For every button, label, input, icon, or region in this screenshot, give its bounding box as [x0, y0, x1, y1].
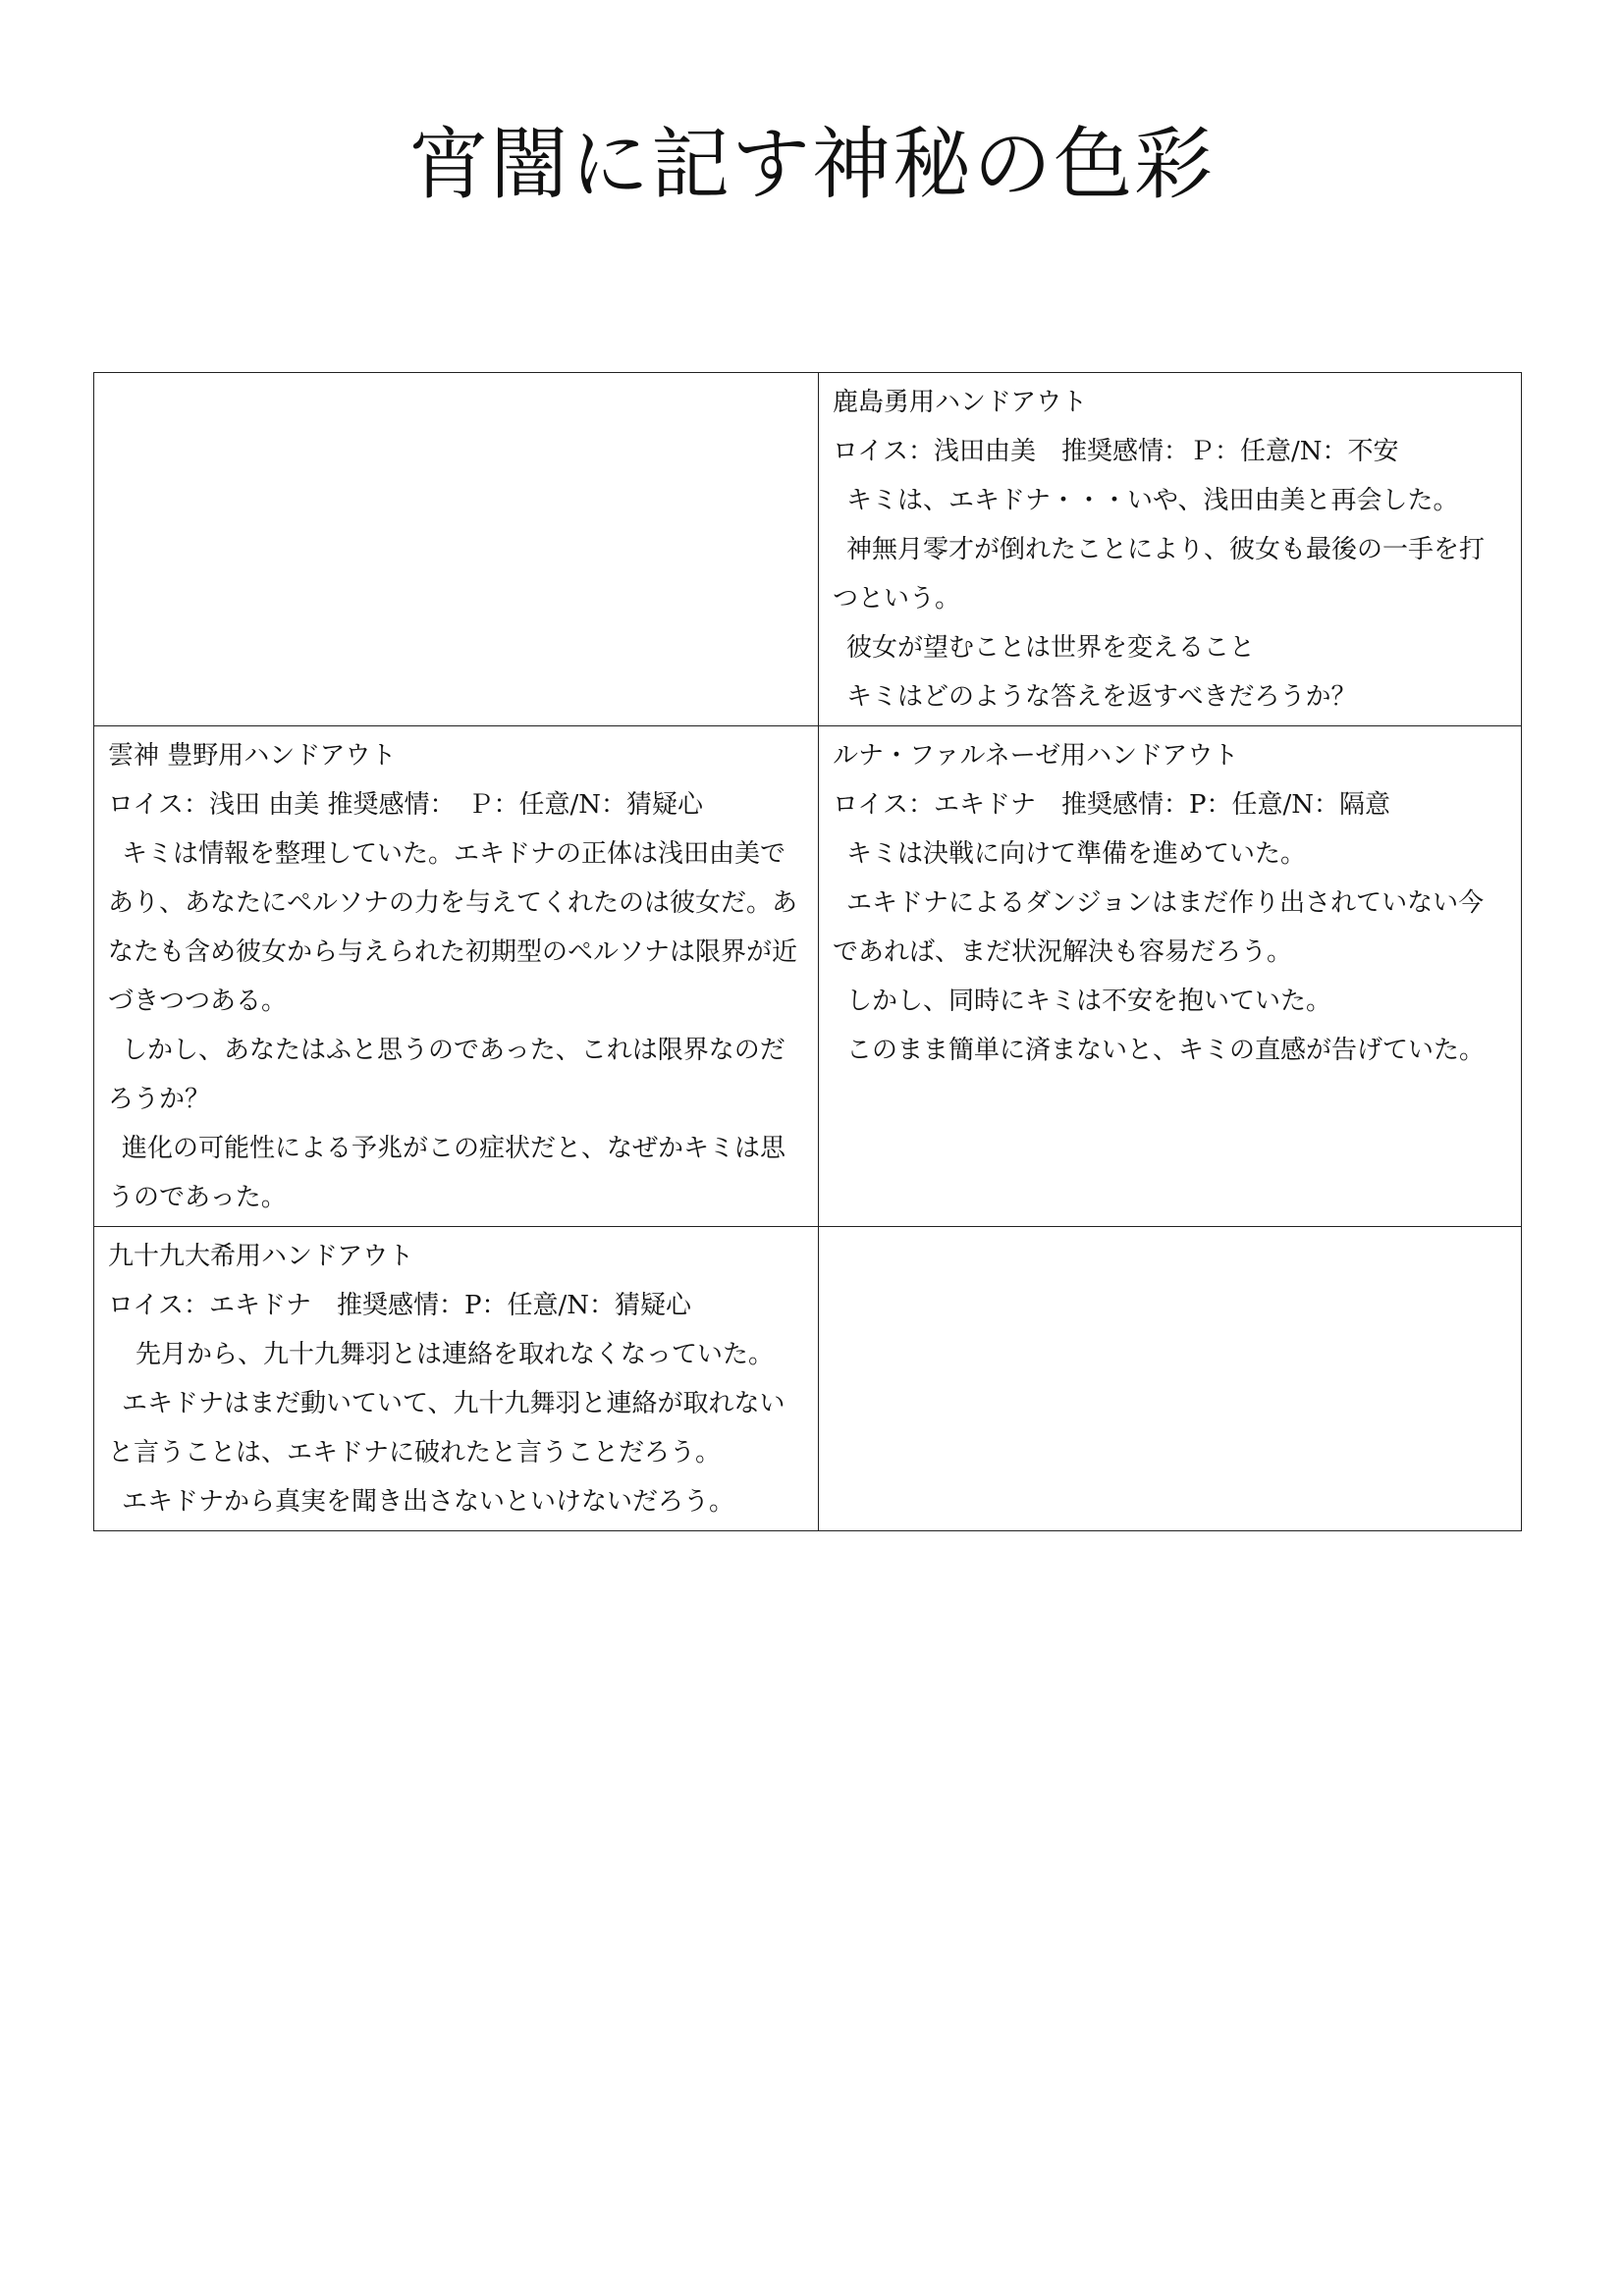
handout-paragraph: 彼女が望むことは世界を変えること [846, 633, 1256, 663]
handout-paragraph: キミは決戦に向けて準備を進めていた。 [846, 839, 1307, 869]
handout-paragraph: エキドナによるダンジョンはまだ作り出されていない今であれば、まだ状況解決も容易だろう。 [833, 888, 1485, 967]
document-title: 宵闇に記す神秘の色彩 [409, 119, 1215, 210]
empty-cell-top-left [94, 373, 819, 726]
handout-kumogami [94, 726, 819, 1227]
handout-heading: 鹿島勇用ハンドアウト [833, 388, 1088, 417]
handout-paragraph: エキドナはまだ動いていて、九十九舞羽と連絡が取れないと言うことは、エキドナに破れたと言うことだろう。 [108, 1389, 785, 1468]
handout-luna [819, 726, 1522, 1227]
handout-table [93, 372, 1522, 1531]
handout-lois: ロイス：エキドナ 推奨感情：P：任意/N：隔意 [833, 790, 1390, 820]
handout-paragraph: 先月から、九十九舞羽とは連絡を取れなくなっていた。 [135, 1340, 775, 1369]
handout-paragraph: キミはどのような答えを返すべきだろうか？ [846, 682, 1357, 712]
handout-heading: 雲神 豊野用ハンドアウト [108, 741, 397, 771]
handout-paragraph: エキドナから真実を聞き出さないといけないだろう。 [122, 1487, 735, 1517]
empty-cell-bottom-right [819, 1227, 1522, 1531]
handout-lois: ロイス：浅田由美 推奨感情：Ｐ：任意/N：不安 [833, 437, 1399, 466]
handout-tsukumo [94, 1227, 819, 1531]
handout-paragraph: しかし、あなたはふと思うのであった、これは限界なのだろうか？ [108, 1036, 785, 1114]
handout-lois: ロイス：浅田 由美 推奨感情： Ｐ：任意/N：猜疑心 [108, 790, 703, 820]
handout-paragraph: しかし、同時にキミは不安を抱いていた。 [846, 987, 1332, 1016]
handout-heading: 九十九大希用ハンドアウト [108, 1242, 414, 1271]
handout-paragraph: 進化の可能性による予兆がこの症状だと、なぜかキミは思うのであった。 [108, 1134, 786, 1212]
handout-paragraph: キミは、エキドナ・・・いや、浅田由美と再会した。 [846, 486, 1459, 515]
handout-paragraph: このまま簡単に済まないと、キミの直感が告げていた。 [846, 1036, 1486, 1065]
handout-heading: ルナ・ファルネーゼ用ハンドアウト [833, 741, 1239, 771]
handout-paragraph: キミは情報を整理していた。エキドナの正体は浅田由美であり、あなたにペルソナの力を与えてくれたのは彼女だ。あなたも含め彼女から与えられた初期型のペルソナは限界が近づきつつある。 [108, 839, 798, 1016]
handout-lois: ロイス：エキドナ 推奨感情：P：任意/N：猜疑心 [108, 1291, 691, 1320]
handout-kashima [819, 373, 1522, 726]
handout-paragraph: 神無月零才が倒れたことにより、彼女も最後の一手を打つという。 [833, 535, 1486, 614]
